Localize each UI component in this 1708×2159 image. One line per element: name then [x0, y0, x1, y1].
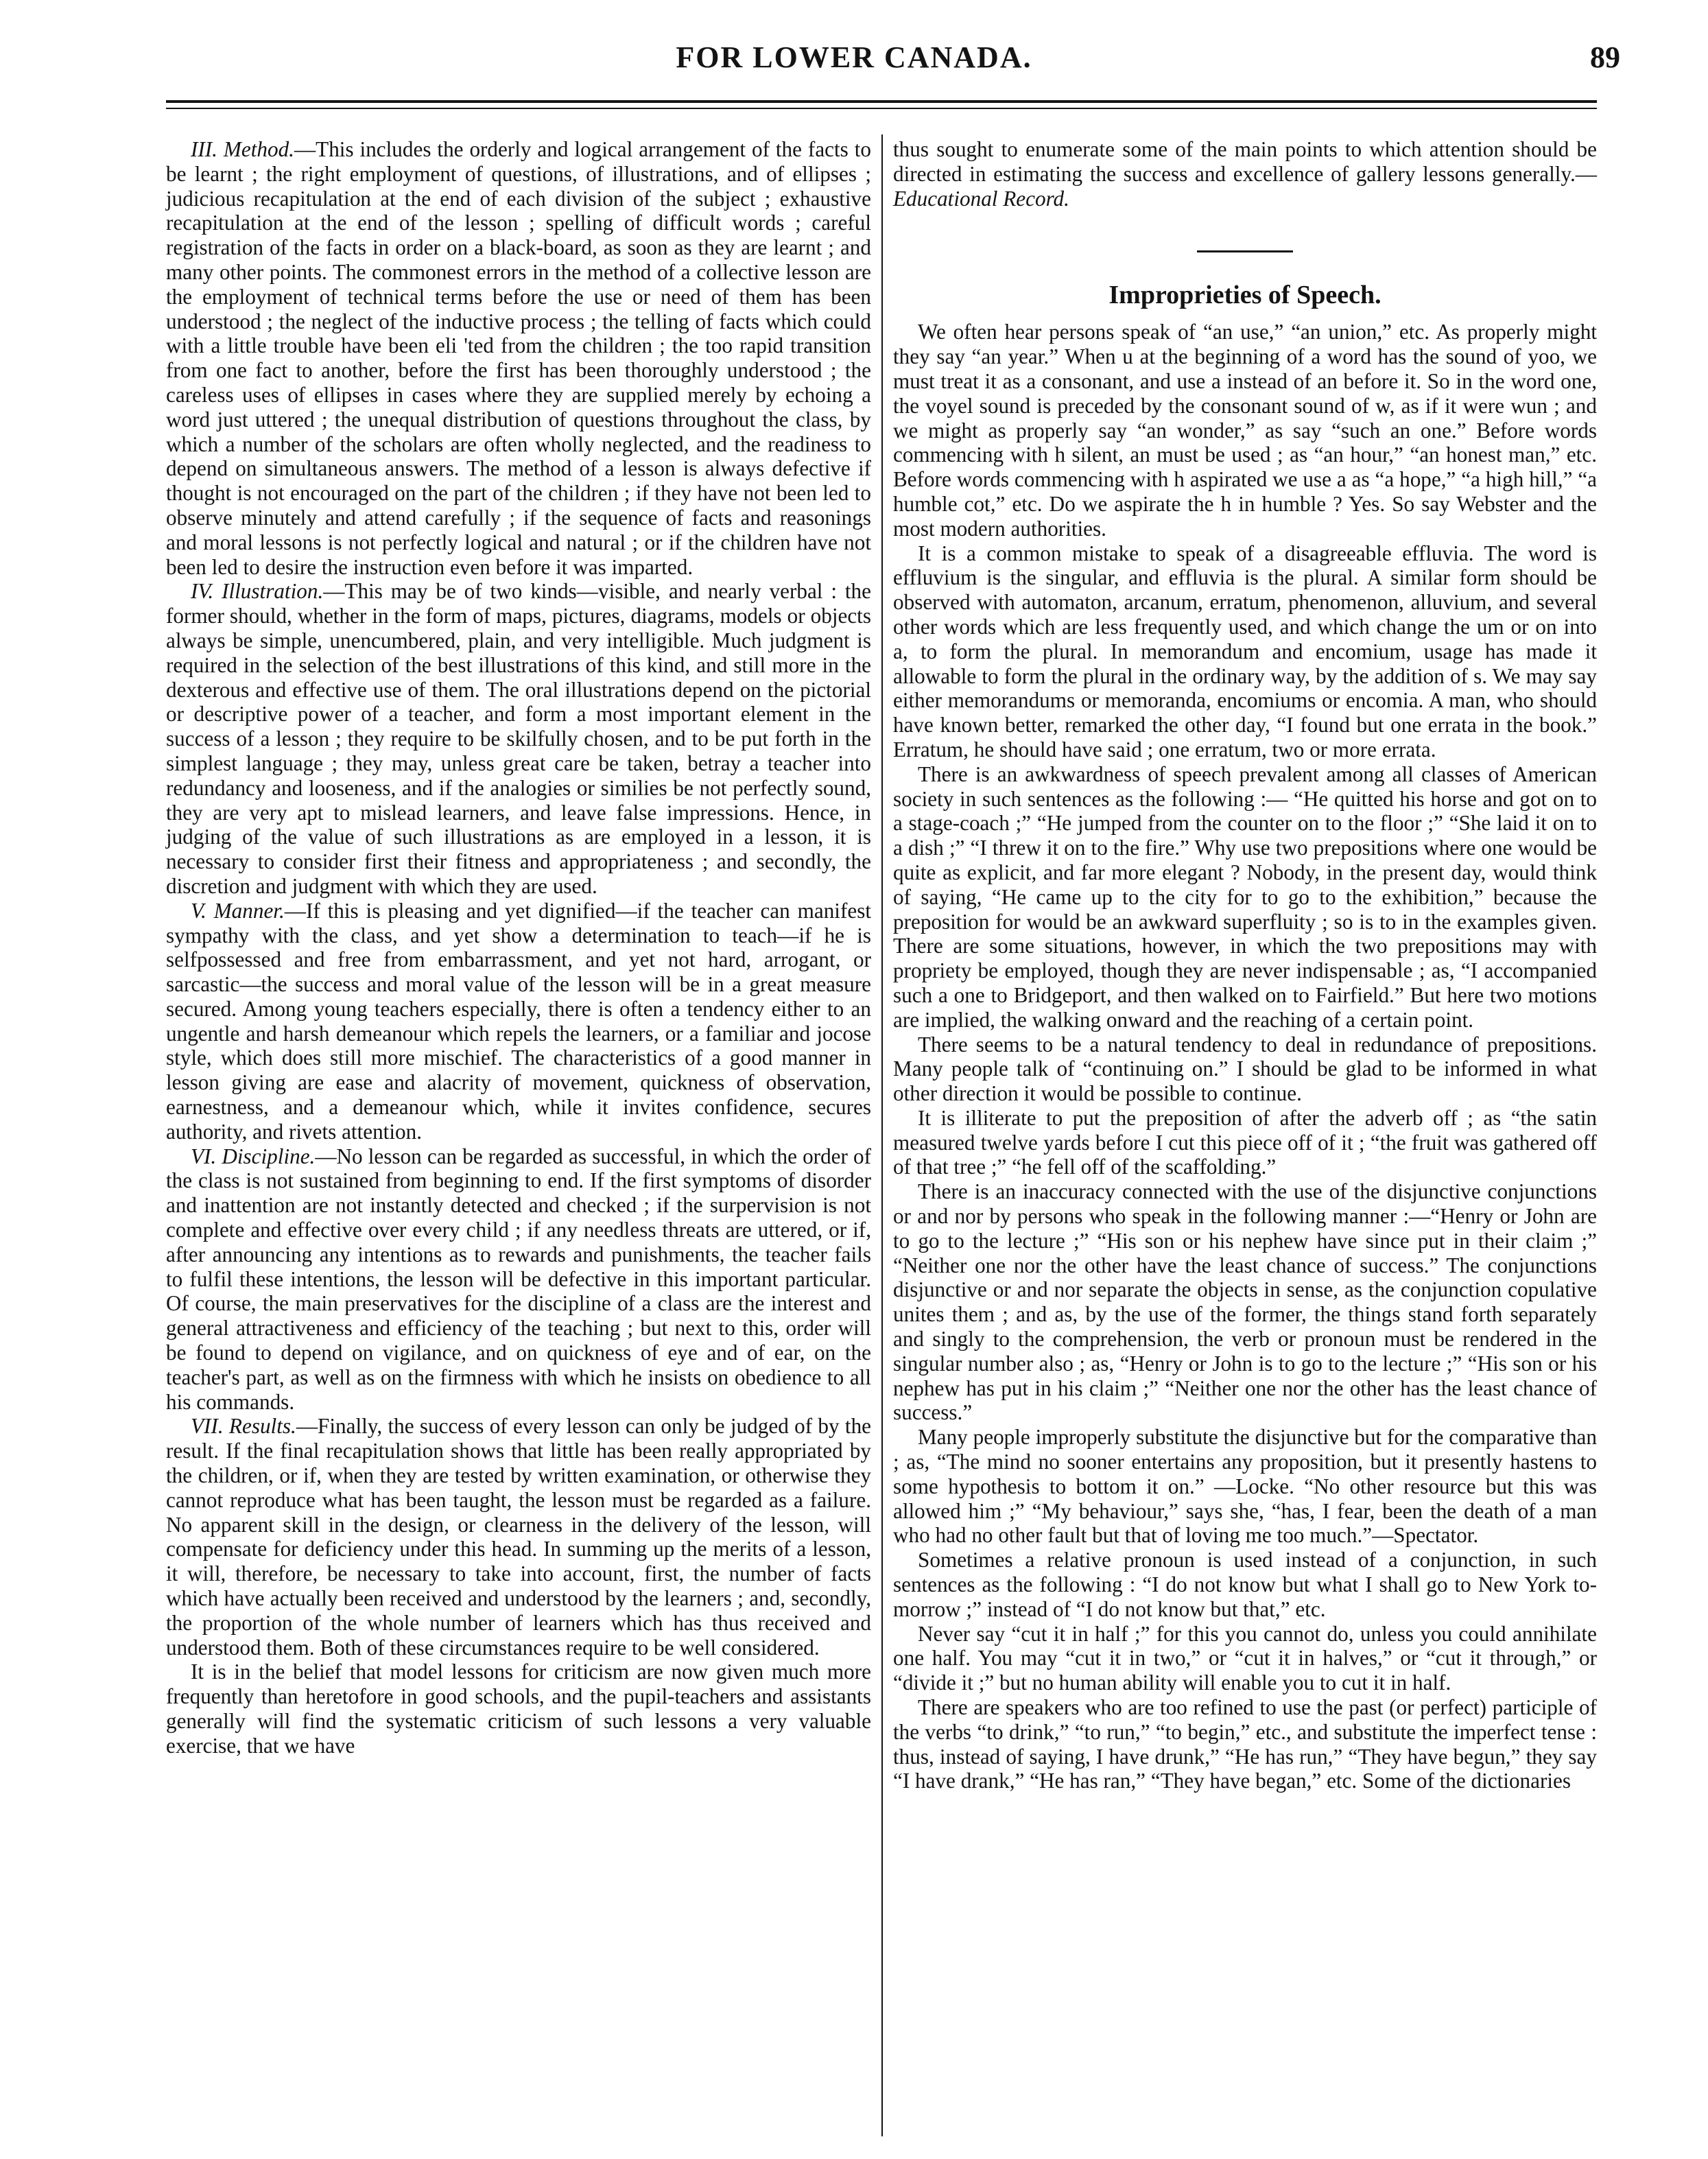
source-citation: Educational Record.: [893, 186, 1069, 211]
page-header: [0, 0, 1708, 110]
paragraph: There seems to be a natural tendency to deal in redundance of prepositions. Many people talk of “continuing on.” I should be glad to be informed in what other direction it would be possible to continue.: [893, 1032, 1597, 1106]
paragraph: There is an inaccuracy connected with the use of the disjunctive conjunctions or and nor by persons who speak in the following manner :—“Henry or John are to go to the lecture ;” “His son or his nephew have since put in their claim ;” “Neither one nor the other have the least chance of success.” The conjunctions disjunctive or and nor separate the objects in sense, as the conjunction copulative unites them ; and as, by the use of the former, the things stand forth separately and singly to the comprehension, the verb or pronoun must be rendered in the singular number also ; as, “Henry or John is to go to the lecture ;” “His son or his nephew has put in his claim ;” “Neither one nor the other has the least chance of success.”: [893, 1179, 1597, 1425]
paragraph: We often hear persons speak of “an use,” “an union,” etc. As properly might they say “an year.” When u at the beginning of a word has the sound of yoo, we must treat it as a consonant, and use a instead of an before it. So in the word one, the voyel sound is preceded by the consonant sound of w, as if it were wun ; and we might as properly say “an wonder,” as say “such an one.” Before words commencing with h silent, an must be used ; as “an hour,” “an honest man,” etc. Before words commencing with h aspirated we use a as “a hope,” “a high hill,” “a humble cot,” etc. Do we aspirate the h in humble ? Yes. So say Webster and the most modern authorities.: [893, 320, 1597, 541]
paragraph: Many people improperly substitute the disjunctive but for the comparative than ; as, “The mind no sooner entertains any proposition, but it presently hastens to some hypothesis to bottom it on.” —Locke. “No other resource but this was allowed him ;” “My behaviour,” says she, “has, I fear, been the death of a man who had no other fault but that of loving me too much.”—Spectator.: [893, 1425, 1597, 1548]
paragraph: Never say “cut it in half ;” for this you cannot do, unless you could annihilate one half. You may “cut it in two,” or “cut it in halves,” or “cut it through,” or “divide it ;” but no human ability will enable you to cut it in half.: [893, 1621, 1597, 1695]
paragraph: It is illiterate to put the preposition of after the adverb off ; as “the satin measured twelve yards before I cut this piece off of it ; “the fruit was gathered off of that tree ;” “he fell off of the scaffolding.”: [893, 1105, 1597, 1179]
header-rule-thick: [166, 100, 1597, 103]
paragraph: There are speakers who are too refined to use the past (or perfect) participle of the verbs “to drink,” “to run,” “to begin,” etc., and substitute the imperfect tense : thus, instead of saying, I have drunk,” “He has run,” “They have begun,” they say “I have drank,” “He has ran,” “They have began,” etc. Some of the dictionaries: [893, 1695, 1597, 1793]
paragraph: There is an awkwardness of speech prevalent among all classes of American society in such sentences as the following :— “He quitted his horse and got on to a stage-coach ;” “He jumped from the counter on to the floor ;” “She laid it on to a dish ;” “I threw it on to the fire.” Why use two prepositions where one would be quite as explicit, and far more elegant ? Nobody, in the present day, would think of saying, “He came up to the city for to go to the exhibition,” because the preposition for would be an awkward superfluity ; so is to in the examples given. There are some situations, however, in which the two prepositions may with propriety be employed, though they are never indispensable ; as, “I accompanied such a one to Bridgeport, and then walked on to Fairfield.” But here two motions are implied, the walking onward and the reaching of a certain point.: [893, 762, 1597, 1032]
header-rule-thin: [166, 108, 1597, 109]
section-lead: IV. Illustration.: [191, 579, 324, 604]
paragraph-text: —This may be of two kinds—visible, and nearly verbal : the former should, whether in the form of maps, pictures, diagrams, models or objects always be simple, unencumbered, plain, and very intelligible. Much judgment is required in the selection of the best illustrations of this kind, and still more in the dexterous and effective use of them. The oral illustrations depend on the pictorial or descriptive power of a teacher, and form a most important element in the success of a lesson ; they require to be skilfully chosen, and to be put forth in the simplest language ; they may, unless great care be taken, betray a teacher into redundancy and looseness, and if the analogies or similies be not perfectly sound, they are very apt to mislead learners, and leave false impressions. Hence, in judging of the value of such illustrations as are employed in a lesson, it is necessary to consider first their fitness and appropriateness ; and secondly, the discretion and judgment with which they are used.: [166, 579, 871, 898]
section-divider: [1197, 250, 1293, 252]
page-number: 89: [1590, 40, 1620, 74]
paragraph-text: —No lesson can be regarded as successful, in which the order of the class is not sustained from beginning to end. If the first symptoms of disorder and inattention are not instantly detected and checked ; if the surpervision is not complete and effective over every child ; if any needless threats are uttered, or if, after announcing any intentions as to rewards and punishments, the teacher fails to fulfil these intentions, the lesson will be defective in this important particular. Of course, the main preservatives for the discipline of a class are the interest and general attractiveness and efficiency of the teaching ; but next to this, order will be found to depend on vigilance, and on quickness of eye and of ear, on the teacher's part, as well as on the firmness with which he insists on obedience to all his commands.: [166, 1144, 871, 1414]
paragraph: [166, 899, 871, 1144]
section-lead: VII. Results.: [191, 1414, 296, 1439]
column-divider: [881, 134, 883, 2136]
paragraph: [166, 137, 871, 579]
continuation-paragraph: [893, 137, 1597, 211]
paragraph-text: —If this is pleasing and yet dignified—if the teacher can manifest sympathy with the class, and yet show a determination to teach—if he is selfpossessed and free from embarrassment, and yet not hard, arrogant, or sarcastic—the success and moral value of the lesson will be in a great measure secured. Among young teachers especially, there is often a tendency either to an ungentle and harsh demeanour which repels the learners, or a familiar and jocose style, which does still more mischief. The characteristics of a good manner in lesson giving are ease and alacrity of movement, quickness of observation, earnestness, and a demeanour which, while it invites confidence, secures authority, and rivets attention.: [166, 898, 871, 1144]
paragraph-text: thus sought to enumerate some of the main points to which attention should be directed in estimating the success and excellence of gallery lessons generally.—: [893, 137, 1597, 186]
paragraph: [166, 579, 871, 898]
left-column: [166, 137, 871, 1758]
running-title: FOR LOWER CANADA.: [676, 40, 1032, 74]
paragraph-text: —This includes the orderly and logical arrangement of the facts to be learnt ; the right employment of questions, of illustrations, and of ellipses ; judicious recapitulation at the end of each division of the subject ; exhaustive recapitulation at the end of the lesson ; spelling of difficult words ; careful registration of the facts in order on a black-board, as soon as they are learnt ; and many other points. The commonest errors in the method of a collective lesson are the employment of technical terms before the use or need of them has been understood ; the neglect of the inductive process ; the telling of facts which could with a little trouble have been eli 'ted from the children ; the too rapid transition from one fact to another, before the first has been thoroughly understood ; the careless uses of ellipses in cases where they are supplied merely by echoing a word just uttered ; the unequal distribution of questions throughout the class, by which a number of the scholars are often wholly neglected, and the readiness to depend on simultaneous answers. The method of a lesson is always defective if thought is not encouraged on the part of the children ; if they have not been led to observe minutely and attend carefully ; if the sequence of facts and reasonings and moral lessons is not perfectly logical and natural ; or if the children have not been led to desire the instruction even before it was imparted.: [166, 137, 871, 579]
paragraph: [166, 1414, 871, 1660]
paragraph-text: —Finally, the success of every lesson can only be judged of by the result. If the final recapitulation shows that little has been really appropriated by the children, or if, when they are tested by written examination, or otherwise they cannot reproduce what has been taught, the lesson must be regarded as a failure. No apparent skill in the design, or clearness in the delivery of the lesson, will compensate for deficiency under this head. In summing up the merits of a lesson, it will, therefore, be necessary to take into account, first, the number of facts which have actually been received and understood by the learners ; and, secondly, the proportion of the whole number of learners which has thus received and understood them. Both of these circumstances require to be well considered.: [166, 1414, 871, 1660]
section-lead: III. Method.: [191, 137, 294, 161]
paragraph: It is a common mistake to speak of a disagreeable effluvia. The word is effluvium is the singular, and effluvia is the plural. A similar form should be observed with automaton, arcanum, erratum, phenomenon, alluvium, and several other words which are less frequently used, and which change the um or on into a, to form the plural. In memorandum and encomium, usage has made it allowable to form the plural in the ordinary way, by the addition of s. We may say either memorandums or memoranda, encomiums or encomia. A man, who should have known better, remarked the other day, “I found but one errata in the book.” Erratum, he should have said ; one erratum, two or more errata.: [893, 541, 1597, 762]
paragraph: [166, 1660, 871, 1758]
paragraph: [166, 1144, 871, 1415]
paragraph: Sometimes a relative pronoun is used instead of a conjunction, in such sentences as the following : “I do not know but what I shall go to New York to-morrow ;” instead of “I do not know but that,” etc.: [893, 1548, 1597, 1621]
right-column: [893, 137, 1597, 1793]
section-lead: VI. Discipline.: [191, 1144, 316, 1168]
paragraph-text: It is in the belief that model lessons for criticism are now given much more frequently than heretofore in good schools, and the pupil-teachers and assistants generally will find the systematic criticism of such lessons a very valuable exercise, that we have: [166, 1660, 871, 1758]
section-lead: V. Manner.: [191, 898, 285, 923]
article-title: Improprieties of Speech.: [1108, 281, 1381, 310]
